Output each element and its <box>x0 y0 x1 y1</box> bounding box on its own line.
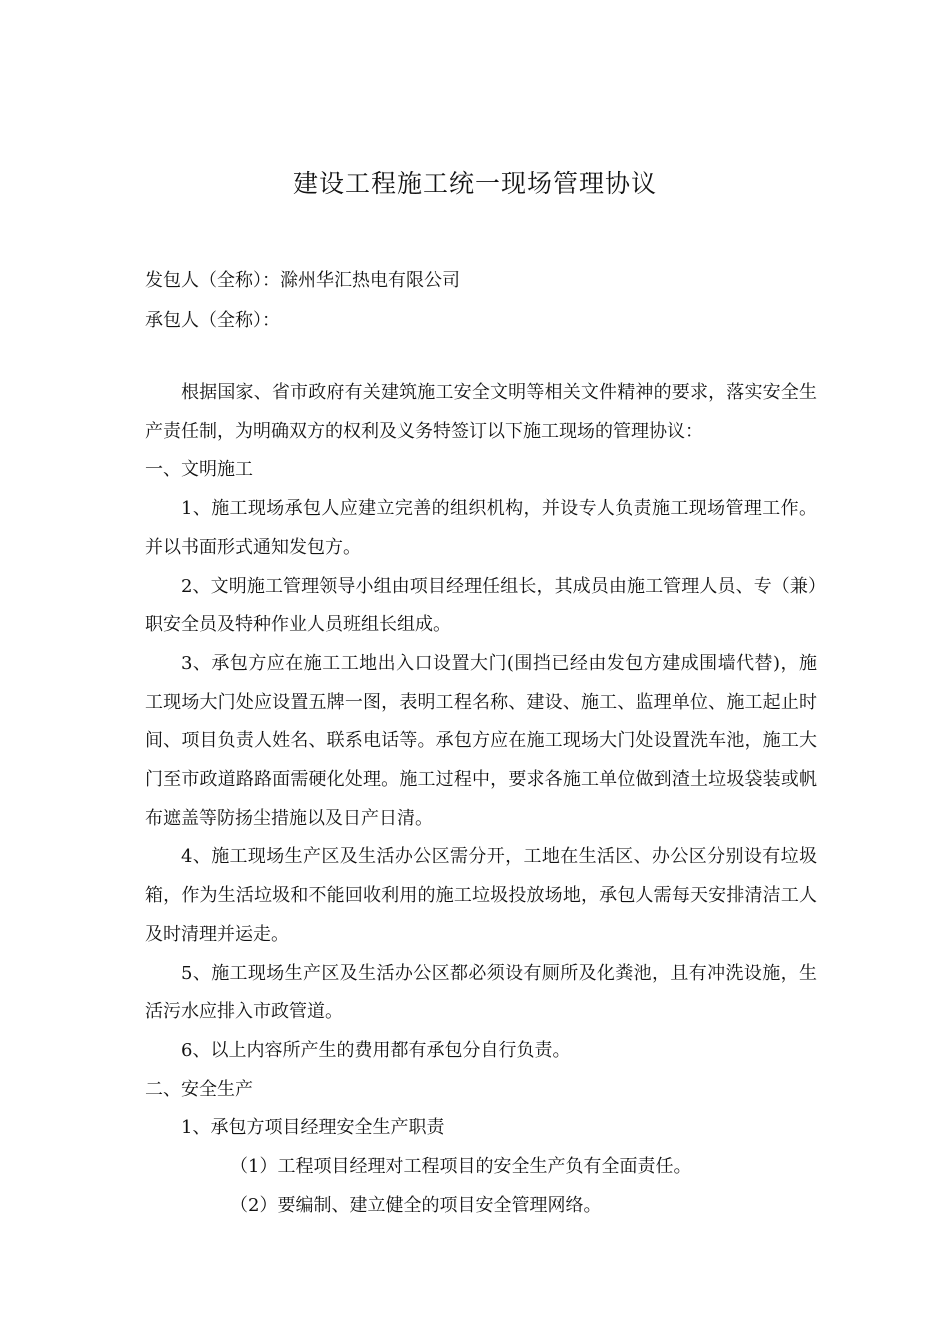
section-heading-safety-production: 二、安全生产 <box>145 1078 253 1100</box>
clause-1-4: 4、施工现场生产区及生活办公区需分开，工地在生活区、办公区分别设有垃圾箱，作为生活垃圾和不能回收利用的施工垃圾投放场地，承包人需每天安排清洁工人及时清理并运走。 <box>145 846 817 945</box>
clause-1-2: 2、文明施工管理领导小组由项目经理任组长，其成员由施工管理人员、专（兼）职安全员及特种作业人员班组长组成。 <box>145 575 817 636</box>
contractor-line: 承包人（全称）： <box>145 310 280 331</box>
subclause-2-1-1: （1）工程项目经理对工程项目的安全生产负有全面责任。 <box>230 1156 692 1178</box>
clause-1-5: 5、施工现场生产区及生活办公区都必须设有厕所及化粪池，且有冲洗设施，生活污水应排入市政管道。 <box>145 962 817 1023</box>
intro-paragraph: 根据国家、省市政府有关建筑施工安全文明等相关文件精神的要求，落实安全生产责任制，为明确双方的权利及义务特签订以下施工现场的管理协议： <box>145 382 817 442</box>
section-heading-civilized-construction: 一、文明施工 <box>145 459 253 481</box>
clause-1-6: 6、以上内容所产生的费用都有承包分自行负责。 <box>181 1039 571 1061</box>
clause-2-1: 1、承包方项目经理安全生产职责 <box>181 1117 445 1139</box>
document-title: 建设工程施工统一现场管理协议 <box>292 169 657 198</box>
agreement-body <box>145 374 817 1225</box>
clause-1-3: 3、承包方应在施工工地出入口设置大门(围挡已经由发包方建成围墙代替)，施工现场大门处应设置五牌一图，表明工程名称、建设、施工、监理单位、施工起止时间、项目负责人姓名、联系电话等。承包方应在施工现场大门处设置洗车池，施工大门至市政道路路面需硬化处理。施工过程中，要求各施工单位做到渣土垃圾袋装或帆布遮盖等防扬尘措施以及日产日清。 <box>145 652 817 829</box>
subclause-2-1-2: （2）要编制、建立健全的项目安全管理网络。 <box>230 1194 602 1216</box>
employer-line: 发包人（全称）：滁州华汇热电有限公司 <box>145 270 460 291</box>
clause-1-1: 1、施工现场承包人应建立完善的组织机构，并设专人负责施工现场管理工作。并以书面形式通知发包方。 <box>145 498 817 558</box>
